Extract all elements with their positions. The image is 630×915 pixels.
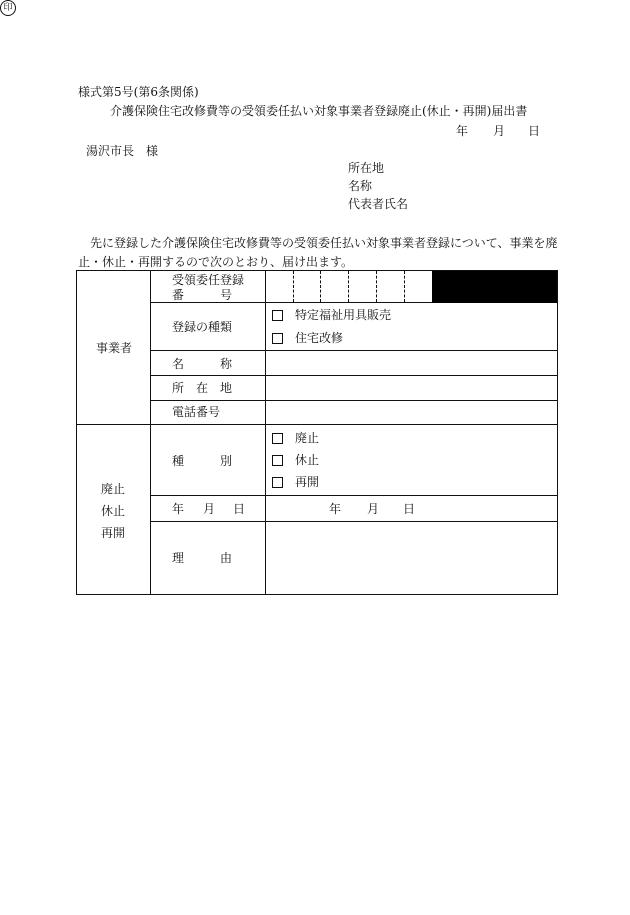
form-number: 様式第5号(第6条関係) bbox=[78, 85, 199, 99]
applicant-representative-label: 代表者氏名 bbox=[348, 197, 409, 211]
date-label-year: 年 bbox=[172, 502, 185, 516]
applicant-name-label: 名称 bbox=[348, 179, 373, 193]
kind-checkbox-1[interactable] bbox=[272, 433, 283, 444]
section-business-label: 事業者 bbox=[96, 341, 133, 355]
date-label-day: 日 bbox=[233, 502, 246, 516]
date-month-label: 月 bbox=[493, 124, 506, 138]
reg-number-label-2: 番 号 bbox=[172, 288, 233, 302]
date-value-day: 日 bbox=[403, 502, 416, 516]
reg-type-option-1: 特定福祉用具販売 bbox=[295, 308, 392, 322]
kind-option-3: 再開 bbox=[295, 475, 320, 489]
date-year-label: 年 bbox=[456, 124, 469, 138]
kind-checkbox-3[interactable] bbox=[272, 477, 283, 488]
section-change-label-1: 廃止 bbox=[101, 482, 126, 496]
addressee: 湯沢市長 様 bbox=[86, 144, 159, 158]
reg-type-option-2: 住宅改修 bbox=[295, 331, 344, 345]
date-day-label: 日 bbox=[528, 124, 541, 138]
section-change-label-2: 休止 bbox=[101, 504, 126, 518]
section-change-label-3: 再開 bbox=[101, 526, 126, 540]
redacted-block bbox=[432, 271, 557, 303]
intro-line-2: 止・休止・再開するので次のとおり、届け出ます。 bbox=[78, 255, 354, 269]
intro-line-1: 先に登録した介護保険住宅改修費等の受領委任払い対象事業者登録について、事業を廃 bbox=[90, 236, 558, 250]
kind-checkbox-2[interactable] bbox=[272, 455, 283, 466]
reg-type-checkbox-2[interactable] bbox=[272, 333, 283, 344]
date-label-month: 月 bbox=[203, 502, 216, 516]
date-value-month: 月 bbox=[367, 502, 380, 516]
reg-type-label: 登録の種類 bbox=[172, 320, 233, 334]
document-title: 介護保険住宅改修費等の受領委任払い対象事業者登録廃止(休止・再開)届出書 bbox=[110, 104, 528, 118]
phone-label: 電話番号 bbox=[172, 405, 221, 419]
kind-label: 種 別 bbox=[172, 454, 233, 468]
address-label: 所 在 地 bbox=[172, 381, 233, 395]
kind-option-2: 休止 bbox=[295, 453, 320, 467]
reg-number-label-1: 受領委任登録 bbox=[172, 273, 245, 287]
date-value-year: 年 bbox=[329, 502, 342, 516]
kind-option-1: 廃止 bbox=[295, 431, 320, 445]
applicant-address-label: 所在地 bbox=[348, 161, 385, 175]
reg-type-checkbox-1[interactable] bbox=[272, 310, 283, 321]
name-label: 名 称 bbox=[172, 357, 233, 371]
seal-mark-icon: 印 bbox=[0, 0, 16, 16]
reason-label: 理 由 bbox=[172, 551, 233, 565]
